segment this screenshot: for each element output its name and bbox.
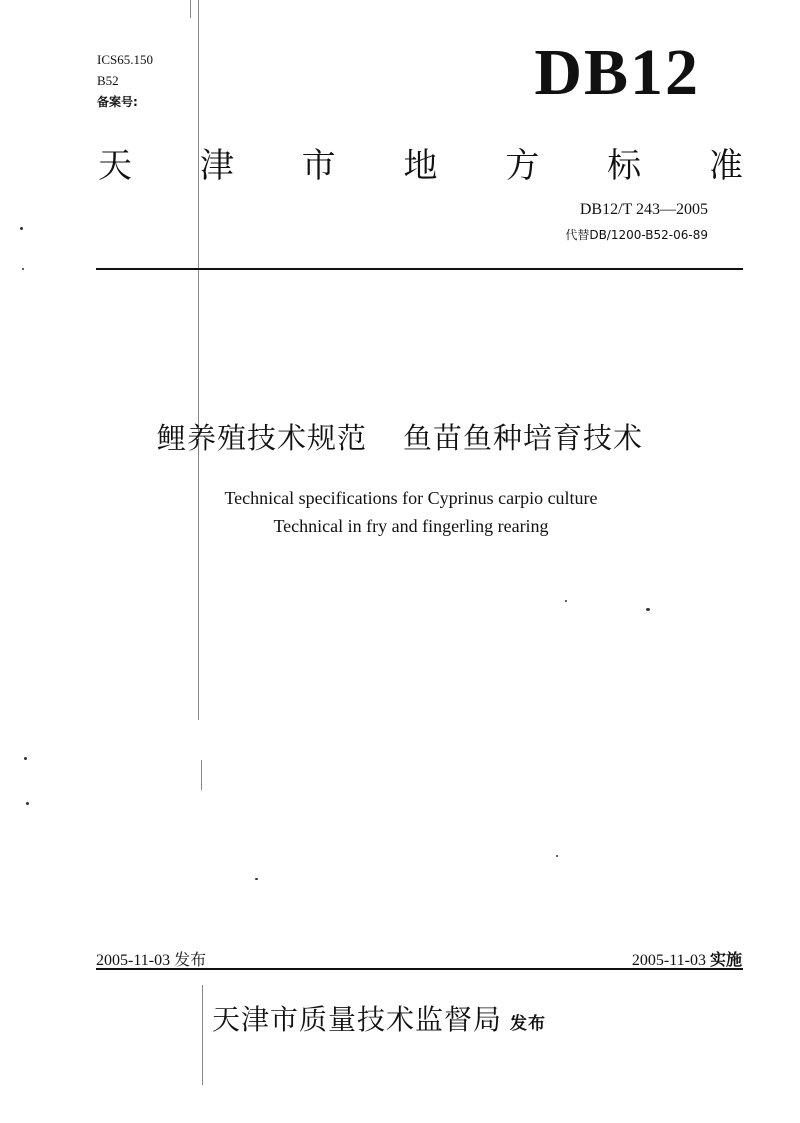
standard-type-char: 准 bbox=[708, 146, 743, 186]
issue-date-label: 发布 bbox=[174, 950, 207, 969]
title-english-line1: Technical specifications for Cyprinus carpio culture bbox=[224, 488, 598, 508]
scan-speck bbox=[22, 268, 24, 270]
standard-type-char: 市 bbox=[301, 146, 336, 186]
scan-speck bbox=[24, 757, 27, 760]
standard-code-logo: DB12 bbox=[534, 36, 700, 109]
scan-speck bbox=[20, 227, 23, 230]
ics-code: ICS65.150 bbox=[97, 52, 153, 67]
scan-line-artifact bbox=[190, 0, 191, 18]
standard-type-heading bbox=[98, 138, 743, 187]
replaces-standard: 代替DB/1200-B52-06-89 bbox=[565, 228, 708, 242]
top-divider bbox=[96, 268, 743, 270]
standard-type-char: 标 bbox=[607, 146, 642, 186]
implementation-date-label: 实施 bbox=[709, 950, 742, 969]
implementation-date bbox=[632, 947, 742, 970]
standard-type-char: 天 bbox=[98, 146, 132, 186]
scan-speck bbox=[255, 878, 258, 880]
issuer bbox=[212, 998, 546, 1038]
scan-line-artifact bbox=[202, 985, 203, 1085]
scan-speck bbox=[26, 802, 29, 805]
issuer-suffix: 发布 bbox=[510, 1014, 547, 1034]
implementation-date-value: 2005-11-03 bbox=[631, 952, 706, 969]
scan-speck bbox=[565, 600, 567, 602]
standard-type-char: 地 bbox=[403, 146, 438, 186]
title-chinese-part2: 鱼苗鱼种培育技术 bbox=[403, 421, 644, 455]
title-english-line2: Technical in fry and fingerling rearing bbox=[273, 516, 549, 536]
issue-date bbox=[96, 947, 206, 970]
issuer-name: 天津市质量技术监督局 bbox=[212, 1003, 503, 1036]
title-chinese-part1: 鲤养殖技术规范 bbox=[156, 421, 367, 455]
scan-speck bbox=[646, 608, 650, 611]
standard-number: DB12/T 243—2005 bbox=[579, 201, 708, 218]
scan-line-artifact bbox=[201, 760, 202, 790]
record-number-label: 备案号: bbox=[97, 95, 138, 109]
ccs-code: B52 bbox=[97, 73, 119, 88]
bottom-divider bbox=[96, 968, 743, 970]
scan-speck bbox=[556, 855, 558, 857]
standard-type-char: 方 bbox=[505, 146, 540, 186]
scan-line-artifact bbox=[198, 0, 199, 720]
title-chinese bbox=[0, 416, 800, 457]
issue-date-value: 2005-11-03 bbox=[96, 952, 171, 969]
standard-type-char: 津 bbox=[199, 146, 234, 186]
